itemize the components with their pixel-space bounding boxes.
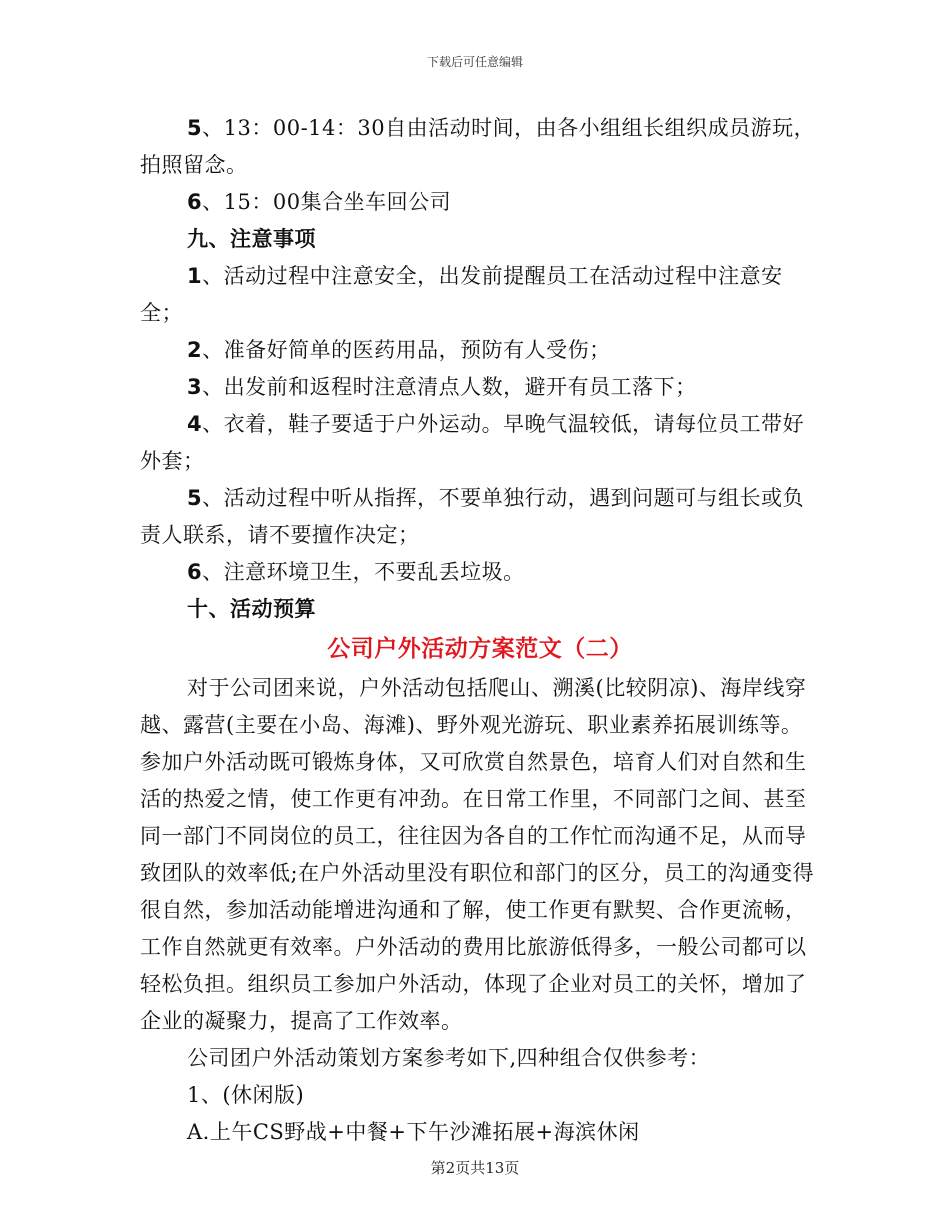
- page-footer: 第2页共13页: [430, 1159, 520, 1177]
- schedule-item-6: [140, 184, 820, 221]
- document-title: 公司户外活动方案范文（二）: [327, 636, 633, 662]
- item-number: 1: [187, 264, 203, 288]
- item-number: 6: [187, 190, 203, 214]
- item-number: 5: [187, 486, 203, 510]
- note-item: [140, 480, 820, 554]
- intro-paragraph: 对于公司团来说，户外活动包括爬山、溯溪(比较阴凉)、海岸线穿越、露营(主要在小岛、海滩)、野外观光游玩、职业素养拓展训练等。参加户外活动既可锻炼身体，又可欣赏自然景色，培育人们对自然和生活的热爱之情，使工作更有冲劲。在日常工作里，不同部门之间、甚至同一部门不同岗位的员工，往往因为各自的工作忙而沟通不足，从而导致团队的效率低;在户外活动里没有职位和部门的区分，员工的沟通变得很自然，参加活动能增进沟通和了解，使工作更有默契、合作更流畅，工作自然就更有效率。户外活动的费用比旅游低得多，一般公司都可以轻松负担。组织员工参加户外活动，体现了企业对员工的关怀，增加了企业的凝聚力，提高了工作效率。: [140, 676, 815, 1033]
- item-text: 、注意环境卫生，不要乱丢垃圾。: [202, 560, 525, 584]
- note-item: [140, 406, 820, 480]
- plan-intro-paragraph: 公司团户外活动策划方案参考如下,四种组合仅供参考：: [187, 1046, 711, 1070]
- item-text: 、13：00-14：30自由活动时间，由各小组组长组织成员游玩，拍照留念。: [140, 116, 816, 177]
- note-item: [140, 332, 820, 369]
- plan-label: 1、(休闲版): [187, 1083, 305, 1107]
- item-number: 2: [187, 338, 203, 362]
- item-text: 、活动过程中听从指挥，不要单独行动，遇到问题可与组长或负责人联系，请不要擅作决定；: [140, 486, 805, 547]
- item-number: 6: [187, 560, 203, 584]
- document-body: [140, 110, 820, 1151]
- plan-item-a: A.上午CS野战+中餐+下午沙滩拓展+海滨休闲: [187, 1120, 640, 1144]
- item-text: 、衣着，鞋子要适于户外运动。早晚气温较低，请每位员工带好外套；: [140, 412, 805, 473]
- page-header: 下载后可任意编辑: [426, 55, 523, 69]
- section-heading-budget: 十、活动预算: [187, 597, 316, 621]
- item-text: 、活动过程中注意安全，出发前提醒员工在活动过程中注意安全；: [140, 264, 783, 325]
- note-item: [140, 369, 820, 406]
- schedule-item-5: [140, 110, 820, 184]
- item-number: 4: [187, 412, 203, 436]
- item-number: 3: [187, 375, 203, 399]
- section-heading-notes: 九、注意事项: [187, 227, 316, 251]
- item-text: 、出发前和返程时注意清点人数，避开有员工落下；: [202, 375, 697, 399]
- note-item: [140, 554, 820, 591]
- item-text: 、15：00集合坐车回公司: [202, 190, 452, 214]
- note-item: [140, 258, 820, 332]
- item-number: 5: [187, 116, 203, 140]
- item-text: 、准备好简单的医药用品，预防有人受伤；: [202, 338, 611, 362]
